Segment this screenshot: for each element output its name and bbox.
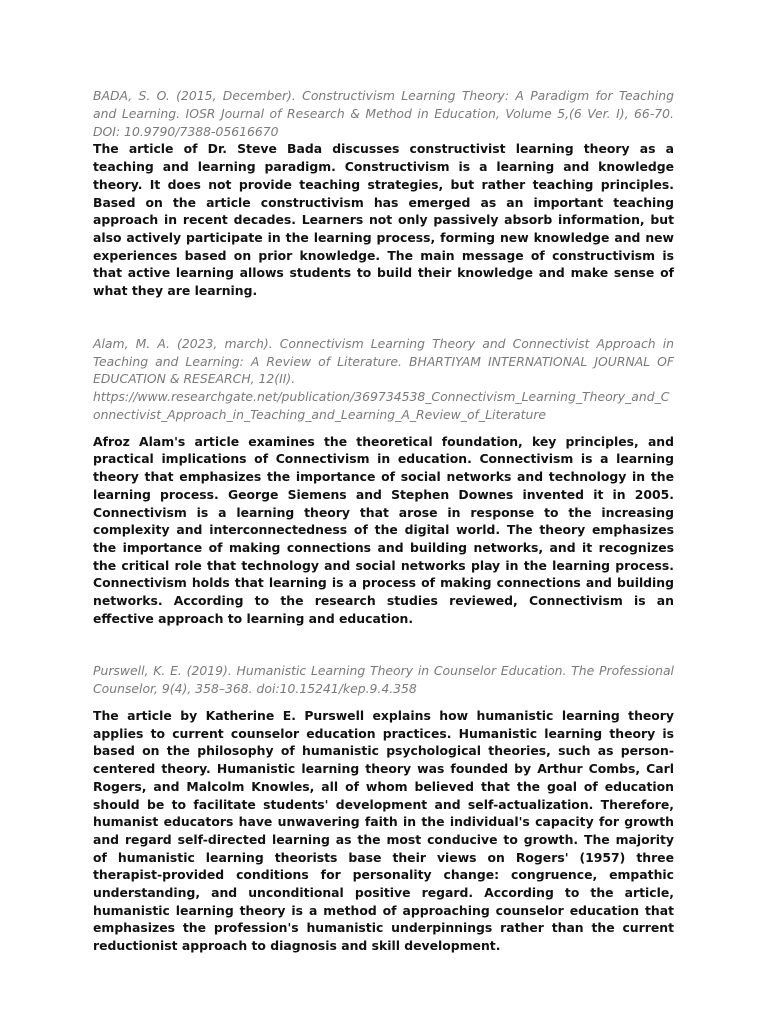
citation-purswell: Purswell, K. E. (2019). Humanistic Learning Theory in Counselor Education. The Professional Counselor, 9(4), 358–368. doi:10.15241/kep.9.4.358 [93, 663, 674, 697]
reference-entry-bada [93, 87, 674, 300]
summary-alam: Afroz Alam's article examines the theoretical foundation, key principles, and practical implications of Connectivism in education. Connectivism is a learning theory that emphasizes the importance of social networks and technology in the learning process. George Siemens and Stephen Downes invented it in 2005. Connectivism is a learning theory that arose in response to the increasing complexity and interconnectedness of the digital world. The theory emphasizes the importance of making connections and building networks, and it recognizes the critical role that technology and social networks play in the learning process. Connectivism holds that learning is a process of making connections and building networks. According to the research studies reviewed, Connectivism is an effective approach to learning and education. [93, 433, 674, 626]
summary-purswell: The article by Katherine E. Purswell explains how humanistic learning theory applies to current counselor education practices. Humanistic learning theory is based on the philosophy of humanistic psychological theories, such as person-centered theory. Humanistic learning theory was founded by Arthur Combs, Carl Rogers, and Malcolm Knowles, all of whom believed that the goal of education should be to facilitate students' development and self-actualization. Therefore, humanist educators have unwavering faith in the individual's capacity for growth and regard self-directed learning as the most conducive to growth. The majority of humanistic learning theorists base their views on Rogers' (1957) three therapist-provided conditions for personality change: congruence, empathic understanding, and unconditional positive regard. According to the article, humanistic learning theory is a method of approaching counselor education that emphasizes the profession's humanistic underpinnings rather than the current reductionist approach to diagnosis and skill development. [93, 708, 674, 954]
document-page [93, 87, 674, 955]
citation-alam-url[interactable]: https://www.researchgate.net/publication/369734538_Connectivism_Learning_Theory_and_Connectivist_Approach_in_Teaching_and_Learning_A_Review_of_Literature [93, 389, 670, 422]
citation-bada: BADA, S. O. (2015, December). Constructivism Learning Theory: A Paradigm for Teaching and Learning. IOSR Journal of Research & Method in Education, Volume 5,(6 Ver. I), 66-70. DOI: 10.9790/7388-05616670 [93, 88, 674, 139]
reference-entry-purswell [93, 662, 674, 954]
summary-bada: The article of Dr. Steve Bada discusses constructivist learning theory as a teaching and learning paradigm. Constructivism is a learning and knowledge theory. It does not provide teaching strategies, but rather teaching principles. Based on the article constructivism has emerged as an important teaching approach in recent decades. Learners not only passively absorb information, but also actively participate in the learning process, forming new knowledge and new experiences based on prior knowledge. The main message of constructivism is that active learning allows students to build their knowledge and make sense of what they are learning. [93, 141, 674, 299]
citation-alam-text: Alam, M. A. (2023, march). Connectivism Learning Theory and Connectivist Approach in Teaching and Learning: A Review of Literature. BHARTIYAM INTERNATIONAL JOURNAL OF EDUCATION & RESEARCH, 12(II). [93, 335, 674, 387]
reference-entry-alam [93, 335, 674, 628]
citation-alam [93, 335, 674, 424]
